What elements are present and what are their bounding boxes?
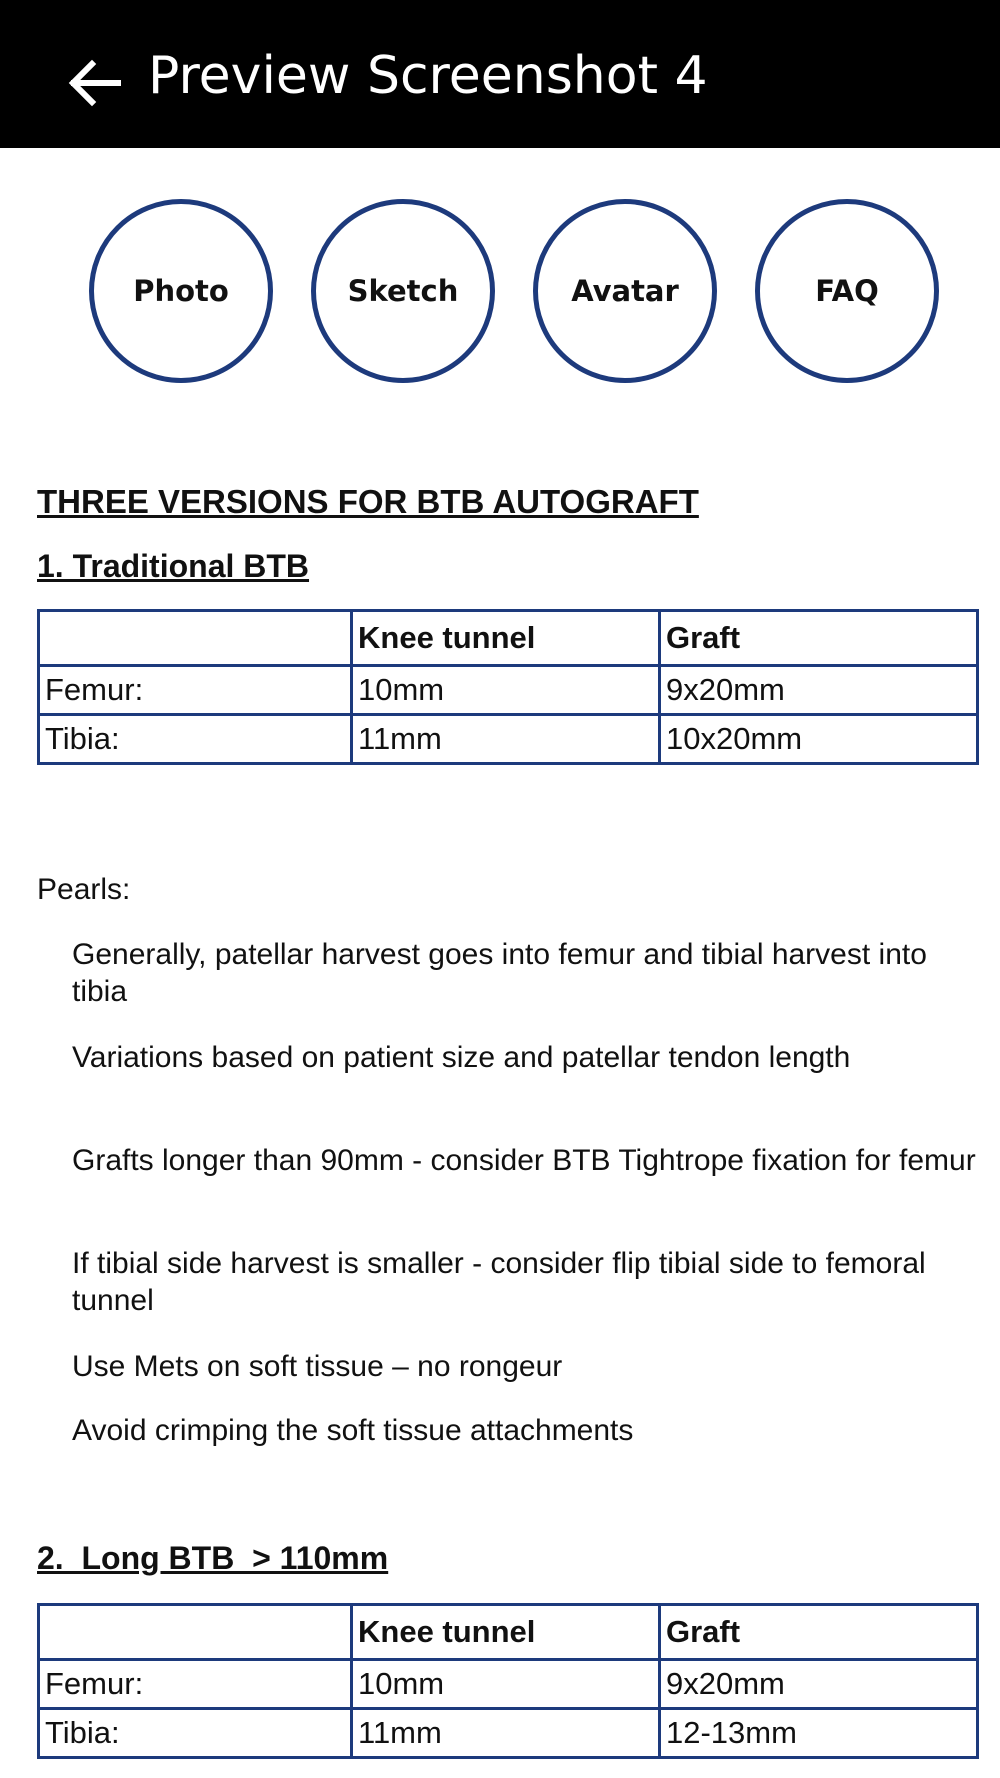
table-header-cell: Knee tunnel xyxy=(352,1605,660,1660)
table-header-cell: Graft xyxy=(660,1605,978,1660)
table-cell: Tibia: xyxy=(39,715,352,764)
table-cell: 11mm xyxy=(352,715,660,764)
table-cell: 12-13mm xyxy=(660,1709,978,1758)
pearl-item: Avoid crimping the soft tissue attachments xyxy=(72,1414,634,1447)
table-cell: Femur: xyxy=(39,666,352,715)
table-header-row xyxy=(39,1605,978,1660)
section-heading: THREE VERSIONS FOR BTB AUTOGRAFT xyxy=(37,483,699,520)
pearl-item: Use Mets on soft tissue – no rongeur xyxy=(72,1350,563,1383)
table-header-cell xyxy=(39,1605,352,1660)
table-header-cell: Knee tunnel xyxy=(352,611,660,666)
table-cell: Femur: xyxy=(39,1660,352,1709)
pearl-item: Variations based on patient size and patellar tendon length xyxy=(72,1041,851,1074)
long-btb-table xyxy=(37,1603,979,1759)
table-cell: 9x20mm xyxy=(660,666,978,715)
table-header-cell: Graft xyxy=(660,611,978,666)
photo-button[interactable]: Photo xyxy=(89,199,273,383)
table-cell: 10mm xyxy=(352,1660,660,1709)
pearl-item: Generally, patellar harvest goes into femur and tibial harvest into tibia xyxy=(72,938,927,1008)
pearl-item: Grafts longer than 90mm - consider BTB Tightrope fixation for femur xyxy=(72,1144,976,1177)
table-row xyxy=(39,715,978,764)
section-title-long-btb: 2. Long BTB > 110mm xyxy=(37,1540,389,1576)
arrow-left-icon xyxy=(68,56,122,110)
sketch-button[interactable]: Sketch xyxy=(311,199,495,383)
table-cell: Tibia: xyxy=(39,1709,352,1758)
faq-button[interactable]: FAQ xyxy=(755,199,939,383)
table-row xyxy=(39,666,978,715)
table-row xyxy=(39,1709,978,1758)
page-title: Preview Screenshot 4 xyxy=(148,46,708,106)
table-cell: 10mm xyxy=(352,666,660,715)
traditional-btb-table xyxy=(37,609,979,765)
table-header-row xyxy=(39,611,978,666)
table-cell: 9x20mm xyxy=(660,1660,978,1709)
app-header xyxy=(0,0,1000,148)
table-cell: 11mm xyxy=(352,1709,660,1758)
back-button[interactable] xyxy=(68,56,122,110)
pearl-item: If tibial side harvest is smaller - consider flip tibial side to femoral tunnel xyxy=(72,1247,926,1317)
section-title-traditional-btb: 1. Traditional BTB xyxy=(37,548,310,584)
table-row xyxy=(39,1660,978,1709)
pearls-label: Pearls: xyxy=(37,873,131,906)
table-header-cell xyxy=(39,611,352,666)
avatar-button[interactable]: Avatar xyxy=(533,199,717,383)
table-cell: 10x20mm xyxy=(660,715,978,764)
